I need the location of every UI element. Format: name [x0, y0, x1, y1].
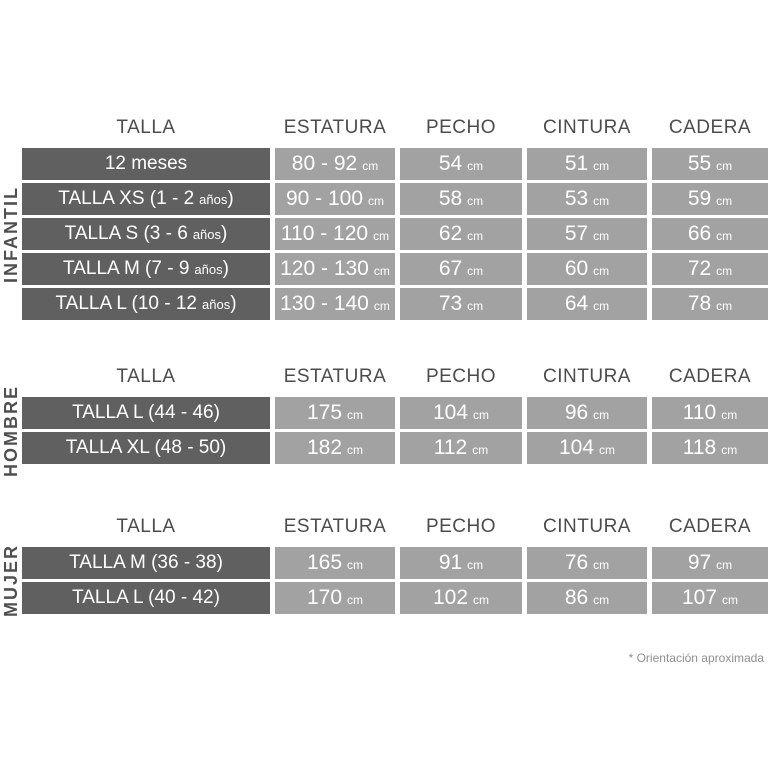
cadera-value: 72	[687, 257, 712, 280]
talla-label-close: )	[230, 293, 237, 314]
estatura-unit: cm	[373, 229, 390, 243]
cintura-cell	[527, 218, 647, 250]
estatura-cell	[275, 547, 395, 579]
pecho-value: 73	[438, 292, 463, 315]
estatura-cell	[275, 582, 395, 614]
column-header-cintura: CINTURA	[543, 516, 631, 537]
talla-cell	[22, 183, 270, 215]
column-header-cadera: CADERA	[668, 516, 752, 537]
table-body-mujer	[22, 547, 768, 614]
cintura-unit: cm	[593, 264, 610, 278]
cadera-unit: cm	[722, 593, 739, 607]
talla-cell	[22, 148, 270, 180]
cadera-value: 66	[687, 222, 712, 245]
size-table-hombre	[22, 357, 768, 467]
pecho-value: 67	[438, 257, 463, 280]
talla-label-close: )	[227, 188, 234, 209]
estatura-unit: cm	[368, 194, 385, 208]
talla-age-note: años	[199, 192, 228, 207]
cintura-value: 104	[558, 436, 595, 459]
cadera-cell	[652, 432, 768, 464]
cadera-cell	[652, 218, 768, 250]
pecho-value: 102	[432, 586, 469, 609]
column-header-cintura: CINTURA	[543, 366, 631, 387]
column-header-pecho: PECHO	[425, 366, 497, 387]
estatura-cell	[275, 148, 395, 180]
pecho-value: 112	[433, 436, 468, 459]
talla-cell	[22, 547, 270, 579]
column-header-talla: TALLA	[116, 366, 176, 387]
talla-cell	[22, 288, 270, 320]
cintura-cell	[527, 397, 647, 429]
pecho-cell	[400, 218, 522, 250]
column-header-cadera: CADERA	[668, 117, 752, 138]
estatura-value: 175	[306, 401, 343, 424]
section-mujer	[0, 507, 770, 618]
estatura-cell	[275, 397, 395, 429]
cintura-value: 57	[564, 222, 589, 245]
cintura-unit: cm	[593, 299, 610, 313]
pecho-cell	[400, 253, 522, 285]
talla-label: TALLA M (36 - 38)	[69, 552, 223, 573]
cintura-cell	[527, 582, 647, 614]
section-infantil	[0, 108, 770, 320]
cadera-unit: cm	[716, 264, 733, 278]
table-body-infantil	[22, 148, 768, 320]
estatura-unit: cm	[373, 299, 390, 313]
column-header-estatura: ESTATURA	[283, 117, 387, 138]
table-row	[22, 183, 768, 215]
pecho-cell	[400, 288, 522, 320]
cintura-value: 53	[564, 187, 589, 210]
cintura-unit: cm	[593, 194, 610, 208]
cadera-unit: cm	[716, 194, 733, 208]
cintura-value: 51	[564, 152, 589, 175]
estatura-unit: cm	[347, 593, 364, 607]
cintura-unit: cm	[593, 229, 610, 243]
talla-cell	[22, 218, 270, 250]
talla-label: TALLA S (3 - 6	[64, 223, 188, 244]
cadera-cell	[652, 397, 768, 429]
talla-label: 12 meses	[104, 153, 188, 174]
pecho-unit: cm	[467, 194, 484, 208]
estatura-cell	[275, 432, 395, 464]
pecho-cell	[400, 547, 522, 579]
cintura-cell	[527, 547, 647, 579]
estatura-value: 120 - 130	[280, 257, 369, 280]
table-body-hombre	[22, 397, 768, 464]
cintura-cell	[527, 148, 647, 180]
pecho-unit: cm	[473, 408, 490, 422]
talla-label: TALLA L (10 - 12	[55, 293, 197, 314]
cintura-value: 60	[564, 257, 589, 280]
cadera-unit: cm	[721, 408, 738, 422]
pecho-cell	[400, 397, 522, 429]
table-row	[22, 547, 768, 579]
cadera-unit: cm	[716, 299, 733, 313]
pecho-unit: cm	[467, 264, 484, 278]
section-label-text: MUJER	[0, 544, 21, 618]
cadera-value: 78	[687, 292, 712, 315]
estatura-unit: cm	[347, 558, 364, 572]
cadera-value: 110	[682, 401, 717, 424]
cadera-cell	[652, 253, 768, 285]
talla-cell	[22, 432, 270, 464]
estatura-unit: cm	[347, 408, 364, 422]
section-label-text: HOMBRE	[0, 384, 21, 477]
table-row	[22, 218, 768, 250]
talla-label: TALLA L (44 - 46)	[72, 402, 220, 423]
estatura-cell	[275, 288, 395, 320]
cadera-cell	[652, 148, 768, 180]
estatura-cell	[275, 218, 395, 250]
cintura-cell	[527, 183, 647, 215]
cintura-cell	[527, 432, 647, 464]
pecho-value: 104	[432, 401, 469, 424]
cadera-unit: cm	[716, 229, 733, 243]
estatura-unit: cm	[362, 159, 379, 173]
size-table-mujer	[22, 507, 768, 617]
cadera-unit: cm	[716, 558, 733, 572]
talla-age-note: años	[194, 262, 223, 277]
column-header-pecho: PECHO	[425, 117, 497, 138]
table-row	[22, 432, 768, 464]
column-header-cadera: CADERA	[668, 366, 752, 387]
pecho-unit: cm	[467, 159, 484, 173]
table-row	[22, 253, 768, 285]
cintura-cell	[527, 253, 647, 285]
talla-label: TALLA M (7 - 9	[63, 258, 190, 279]
section-hombre-side-label	[0, 384, 22, 477]
pecho-unit: cm	[467, 558, 484, 572]
pecho-unit: cm	[467, 299, 484, 313]
pecho-value: 58	[438, 187, 463, 210]
estatura-value: 110 - 120	[280, 222, 369, 245]
talla-label-close: )	[221, 223, 228, 244]
estatura-value: 130 - 140	[280, 292, 369, 315]
column-header-estatura: ESTATURA	[283, 516, 387, 537]
cadera-value: 55	[687, 152, 712, 175]
talla-label: TALLA L (40 - 42)	[72, 587, 220, 608]
talla-label-close: )	[222, 258, 229, 279]
column-header-pecho: PECHO	[425, 516, 497, 537]
cintura-unit: cm	[593, 593, 610, 607]
cadera-cell	[652, 183, 768, 215]
section-hombre	[0, 357, 770, 477]
talla-label: TALLA XL (48 - 50)	[65, 437, 227, 458]
cadera-cell	[652, 582, 768, 614]
pecho-value: 91	[438, 551, 463, 574]
pecho-value: 62	[438, 222, 463, 245]
column-header-talla: TALLA	[116, 516, 176, 537]
pecho-value: 54	[438, 152, 463, 175]
section-mujer-side-label	[0, 544, 22, 618]
talla-age-note: años	[202, 297, 231, 312]
pecho-cell	[400, 432, 522, 464]
cintura-value: 76	[564, 551, 589, 574]
cintura-value: 64	[564, 292, 589, 315]
table-header-row	[22, 357, 768, 397]
pecho-cell	[400, 582, 522, 614]
approximation-footnote: * Orientación aproximada	[628, 651, 764, 665]
talla-label: TALLA XS (1 - 2	[58, 188, 195, 209]
estatura-cell	[275, 253, 395, 285]
estatura-unit: cm	[347, 443, 364, 457]
cadera-value: 97	[687, 551, 712, 574]
pecho-unit: cm	[467, 229, 484, 243]
column-header-talla: TALLA	[116, 117, 176, 138]
table-row	[22, 582, 768, 614]
estatura-unit: cm	[373, 264, 390, 278]
cintura-value: 96	[564, 401, 589, 424]
pecho-unit: cm	[472, 443, 489, 457]
estatura-value: 182	[306, 436, 343, 459]
cintura-unit: cm	[593, 408, 610, 422]
estatura-value: 80 - 92	[291, 152, 358, 175]
estatura-value: 170	[306, 586, 343, 609]
talla-cell	[22, 253, 270, 285]
estatura-value: 165	[306, 551, 343, 574]
cintura-unit: cm	[593, 558, 610, 572]
cadera-value: 59	[687, 187, 712, 210]
talla-cell	[22, 397, 270, 429]
cintura-value: 86	[564, 586, 589, 609]
estatura-value: 90 - 100	[285, 187, 364, 210]
section-infantil-side-label	[0, 148, 22, 320]
table-row	[22, 288, 768, 320]
cintura-unit: cm	[593, 159, 610, 173]
column-header-estatura: ESTATURA	[283, 366, 387, 387]
size-table-infantil	[22, 108, 768, 323]
cadera-cell	[652, 288, 768, 320]
pecho-unit: cm	[473, 593, 490, 607]
cadera-unit: cm	[721, 443, 738, 457]
talla-cell	[22, 582, 270, 614]
table-row	[22, 397, 768, 429]
estatura-cell	[275, 183, 395, 215]
cadera-value: 118	[682, 436, 717, 459]
cadera-value: 107	[681, 586, 718, 609]
cadera-cell	[652, 547, 768, 579]
table-header-row	[22, 108, 768, 148]
pecho-cell	[400, 183, 522, 215]
cintura-unit: cm	[599, 443, 616, 457]
table-header-row	[22, 507, 768, 547]
talla-age-note: años	[192, 227, 222, 242]
table-row	[22, 148, 768, 180]
cadera-unit: cm	[716, 159, 733, 173]
cintura-cell	[527, 288, 647, 320]
pecho-cell	[400, 148, 522, 180]
section-label-text: INFANTIL	[0, 185, 21, 283]
column-header-cintura: CINTURA	[543, 117, 631, 138]
